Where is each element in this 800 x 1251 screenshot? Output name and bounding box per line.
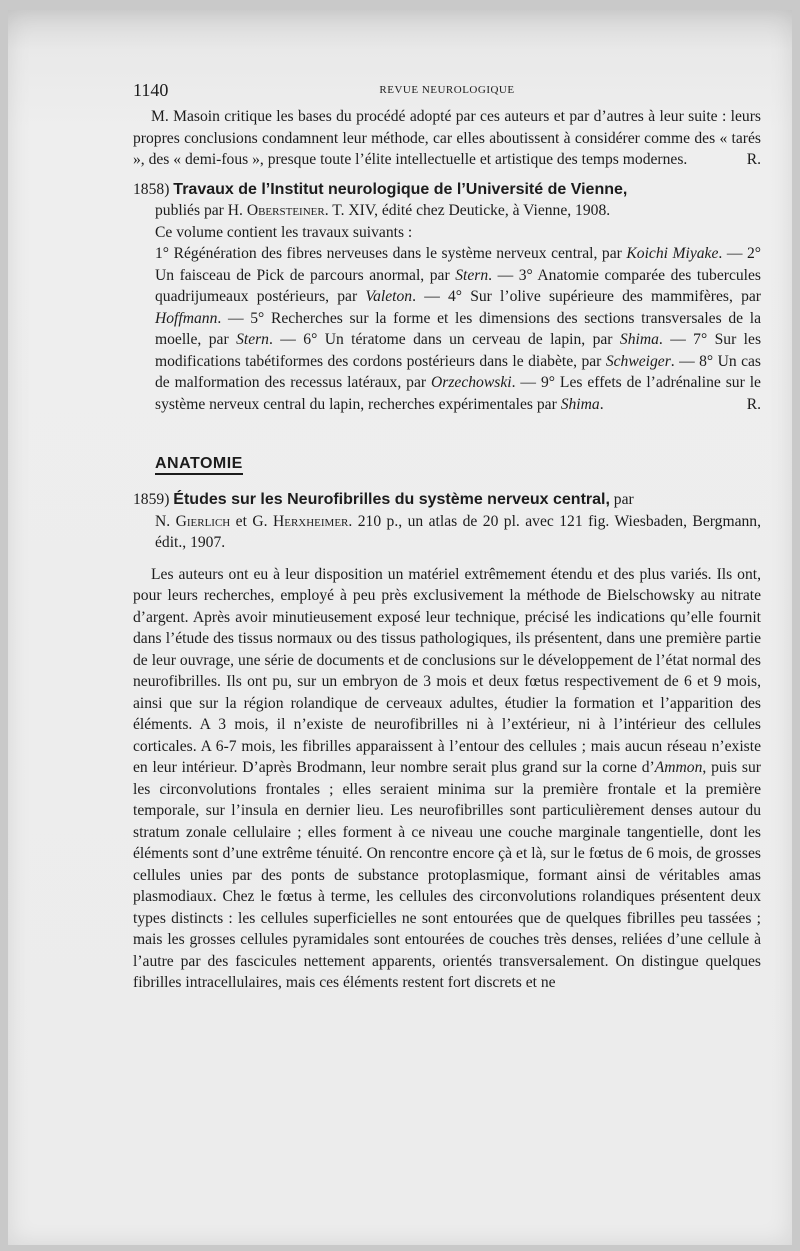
entry-1859-heading xyxy=(133,489,761,554)
entry-1858-editor: Obersteiner xyxy=(246,202,325,219)
entry-1858-work-end: . xyxy=(599,395,604,413)
entry-1858-published-prefix: publiés par H. xyxy=(155,202,243,219)
page-header xyxy=(133,80,761,106)
entry-1858-author-2: Stern xyxy=(455,266,489,284)
entry-1858-heading xyxy=(133,179,761,222)
entry-1858-author-8: Orzechowski xyxy=(431,374,512,391)
entry-1858-work-4: . — 4° Sur l’olive supérieure des mammifères, par xyxy=(412,288,761,305)
entry-1859-author-1: Gierlich xyxy=(175,512,231,530)
entry-1858-title: Travaux de l’Institut neurologique de l’Université de Vienne, xyxy=(173,180,628,198)
entry-1859 xyxy=(133,489,761,994)
entry-1859-title: Études sur les Neurofibrilles du système nerveux central, xyxy=(173,491,610,508)
entry-1858-work-9: . — 9° Les effets de l’adrénaline sur le système nerveux central du lapin, recherches expérimentales par xyxy=(155,374,761,413)
entry-1859-number: 1859) xyxy=(133,491,170,508)
entry-1859-body xyxy=(133,564,761,994)
entry-1858-intro: Ce volume contient les travaux suivants : xyxy=(155,223,413,241)
entry-1858-author-1: Koichi Miyake xyxy=(626,245,719,262)
entry-1858 xyxy=(133,179,761,416)
page xyxy=(8,10,792,1245)
entry-1858-work-5: . — 5° Recherches sur la forme et les dimensions des sections transversales de la moelle, par xyxy=(155,309,761,348)
section-heading-anatomie: ANATOMIE xyxy=(155,455,243,475)
entry-1858-work-2: . — 2° Un faisceau de Pick de parcours anormal, par xyxy=(155,245,761,284)
entry-1858-author-7: Schweiger xyxy=(605,352,671,370)
review-1857-text xyxy=(133,106,761,171)
page-number: 1140 xyxy=(133,80,169,100)
entry-1859-by: par xyxy=(609,491,634,508)
entry-1858-signature: R. xyxy=(746,395,761,413)
entry-1858-author-5: Stern xyxy=(236,331,269,348)
entry-1858-work-6: . — 6° Un tératome dans un cerveau de lapin, par xyxy=(268,331,620,348)
entry-1859-body-part-1: Les auteurs ont eu à leur disposition un matériel extrêmement étendu et des plus variés. Ils ont, pour leurs recherches, employé à peu près exclusivement la méthode de Bielschowsky au nitrate d’argent. Après avoir minutieusement exposé leur technique, précisé les indications qu’elle fournit dans l’étude des tissus normaux ou des tissus pathologiques, ils présentent, dans une première partie de leur ouvrage, une série de documents et de conclusions sur le développement de l’état normal des neurofibrilles. Ils ont pu, sur un embryon de 3 mois et deux fœtus respectivement de 6 et 9 mois, ainsi que sur la région rolandique de cerveaux adultes, étudier la formation et l’apparition des éléments. A 3 mois, il n’existe de neurofibrilles ni à l’extérieur, ni à l’intérieur des cellules corticales. A 6-7 mois, les fibrilles apparaissent à l’entour des cellules ; mais aucun réseau n’existe en leur intérieur. D’après Brodmann, leur nombre serait plus grand sur la corne d’ xyxy=(133,565,761,776)
entry-1859-ammon: Ammon xyxy=(654,759,703,776)
entry-1859-body-part-2: , puis sur les circonvolutions frontales ; elles seraient minima sur la première frontale et la première temporale, sur l’insula en dernier lieu. Les neurofibrilles sont particulièrement denses autour du stratum zonale cellulaire ; elles forment à ce niveau une couche marginale tangentielle, dont les éléments sont d’une extrême ténuité. On rencontre encore çà et là, sur le fœtus de 6 mois, de grosses cellules unies par des ponts de substance protoplasmique, formant ainsi de véritables amas plasmodiaux. Chez le fœtus à terme, les cellules des circonvolutions rolandiques présentent deux types distincts : les cellules superficielles ne sont entourées que de quelques fibrilles peu tassées ; mais les grosses cellules pyramidales sont entourées de couches très denses, reliées d’une cellule à l’autre par des fascicules nettement apparents, orientés transversalement. On distingue quelques fibrilles intracellulaires, mais ces éléments restent fort discrets et ne xyxy=(133,759,761,991)
entry-1858-author-6: Shima xyxy=(619,331,659,348)
entry-1858-author-3: Valeton xyxy=(365,288,413,305)
entry-1858-work-7: . — 7° Sur les modifications tabétiformes des cordons postérieurs dans le diabète, par xyxy=(155,331,762,370)
review-1857-body: M. Masoin critique les bases du procédé adopté par ces auteurs et par d’autres à leur suite : leurs propres conclusions condamnent leur méthode, car elles aboutissent à considérer comme des « tarés », des « demi-fous », presque toute l’élite intellectuelle et artistique des temps modernes. xyxy=(133,108,761,168)
entry-1859-details: . 210 p., un atlas de 20 pl. avec 121 fig. Wiesbaden, Bergmann, édit., 1907. xyxy=(155,512,761,551)
entry-1858-author-9: Shima xyxy=(560,395,600,413)
review-1857-signature: R. xyxy=(746,151,761,168)
page-content xyxy=(133,80,761,994)
entry-1858-work-3: . — 3° Anatomie comparée des tubercules quadrijumeaux postérieurs, par xyxy=(155,266,761,305)
entry-1858-work-1: 1° Régénération des fibres nerveuses dans le système nerveux central, par xyxy=(155,245,627,262)
entry-1859-author-1-initial: N. xyxy=(155,512,176,530)
entry-1859-author-2: Herxheimer xyxy=(272,512,349,530)
entry-1858-work-8: . — 8° Un cas de malformation des recessus latéraux, par xyxy=(155,352,761,391)
entry-1858-author-4: Hoffmann xyxy=(155,309,218,327)
entry-1858-works xyxy=(133,243,761,415)
entry-1859-and: et G. xyxy=(230,512,273,530)
entry-1858-number: 1858) xyxy=(133,180,170,198)
running-title: REVUE NEUROLOGIQUE xyxy=(379,84,515,96)
entry-1858-published-suffix: . T. XIV, édité chez Deuticke, à Vienne, 1908. xyxy=(324,202,611,219)
